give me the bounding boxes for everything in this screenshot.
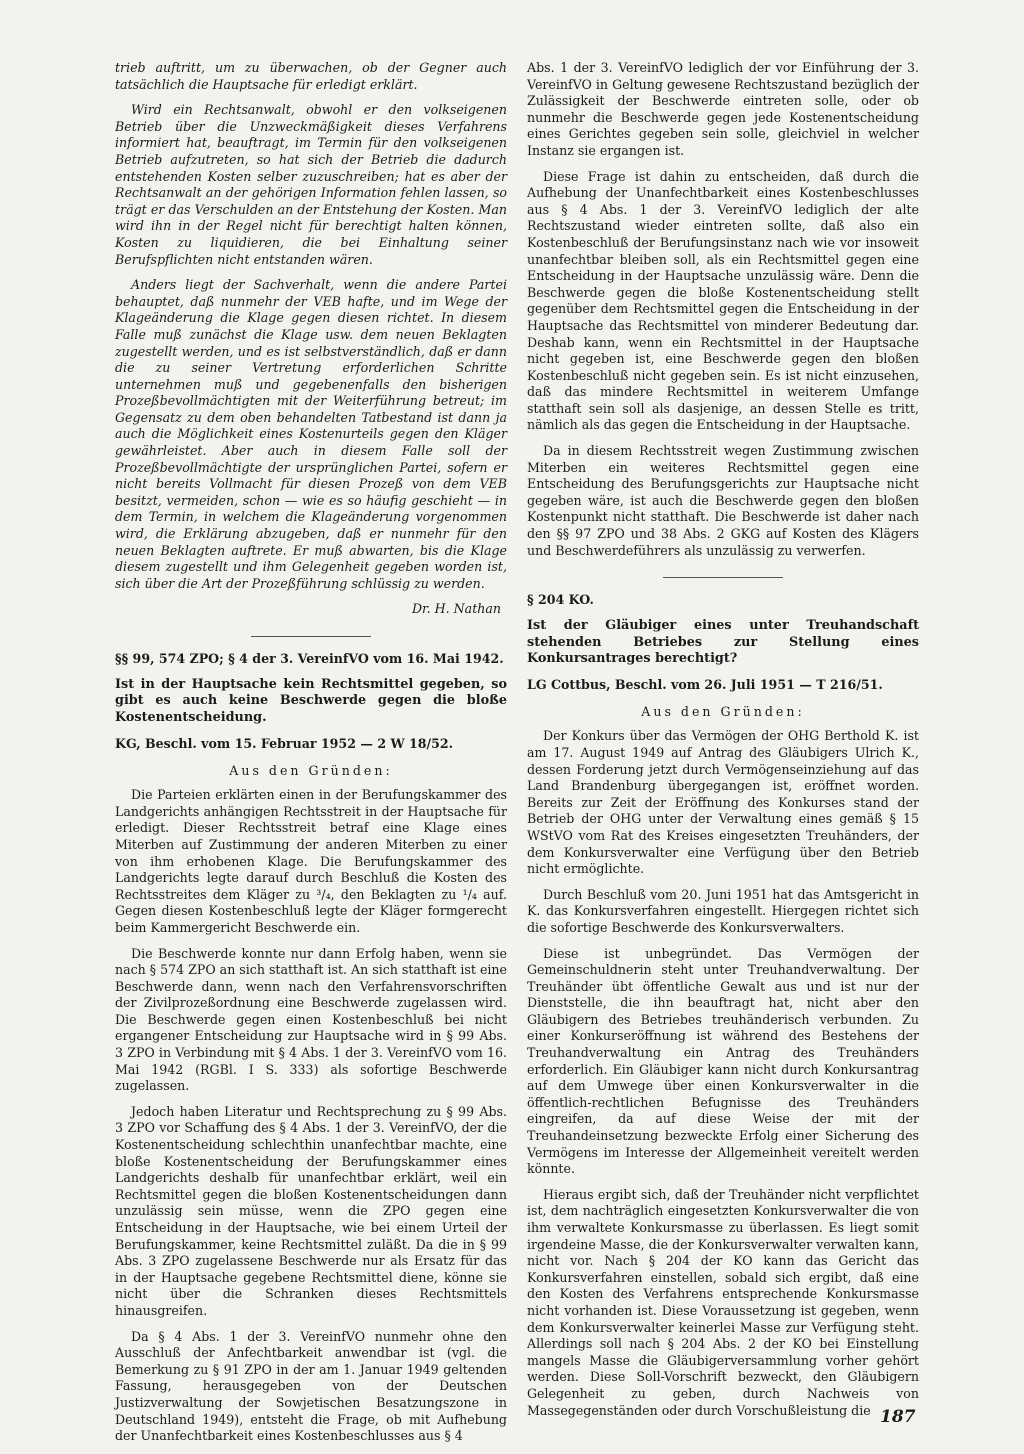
- headnote: Ist der Gläubiger eines unter Treuhandschaft stehenden Betriebes zur Stellung eines Konkursantrages berechtigt?: [527, 617, 919, 667]
- paragraph: Diese Frage ist dahin zu entscheiden, daß durch die Aufhebung der Unanfechtbarkeit eines Kostenbeschlusses aus § 4 Abs. 1 der 3. VereinfVO lediglich der alte Rechtszustand wieder eintreten sollte, daß also ein Kostenbeschluß der Berufungsinstanz nach wie vor insoweit unanfechtbar bleiben soll, als ein Rechtsmittel gegen eine Entscheidung in der Hauptsache unzulässig wäre. Denn die Beschwerde gegen die bloße Kostenentscheidung stellt gegenüber dem Rechtsmittel gegen die Entscheidung in der Hauptsache das Rechtsmittel von minderer Bedeutung dar. Deshab kann, wenn ein Rechtsmittel in der Hauptsache nicht gegeben ist, eine Beschwerde gegen den bloßen Kostenbeschluß nicht gegeben sein. Es ist nicht einzusehen, daß das mindere Rechtsmittel in weiterem Umfange statthaft sein soll als dasjenige, an dessen Stelle es tritt, nämlich als das gegen die Entscheidung in der Hauptsache.: [527, 168, 919, 433]
- paragraph: Die Beschwerde konnte nur dann Erfolg haben, wenn sie nach § 574 ZPO an sich statthaft ist. An sich statthaft ist eine Beschwerde dann, wenn nach den Verfahrensvorschriften der Zivilprozeßordnung eine Beschwerde zugelassen wird. Die Beschwerde gegen einen Kostenbeschluß bei nicht ergangener Entscheidung zur Hauptsache wird in § 99 Abs. 3 ZPO in Verbindung mit § 4 Abs. 1 der 3. VereinfVO vom 16. Mai 1942 (RGBl. I S. 333) als sofortige Beschwerde zugelassen.: [115, 945, 507, 1094]
- paragraph: Wird ein Rechtsanwalt, obwohl er den volkseigenen Betrieb über die Unzweckmäßigkeit dieses Verfahrens informiert hat, beauftragt, im Termin für den volkseigenen Betrieb aufzutreten, so hat sich der Betrieb die dadurch entstehenden Kosten selber zuzuschreiben; hat es aber der Rechtsanwalt an der gehörigen Information fehlen lassen, so trägt er das Verschulden an der Entstehung der Kosten. Man wird ihn in der Regel nicht für berechtigt halten können, Kosten zu liquidieren, die bei Einhaltung seiner Berufspflichten nicht entstanden wären.: [115, 102, 507, 267]
- paragraph: Der Konkurs über das Vermögen der OHG Berthold K. ist am 17. August 1949 auf Antrag des Gläubigers Ulrich K., dessen Forderung jetzt durch Vermögenseinziehung auf das Land Brandenburg übergegangen ist, eröffnet worden. Bereits zur Zeit der Eröffnung des Konkurses stand der Betrieb der OHG unter der Verwaltung eines gemäß § 15 WStVO vom Rat des Kreises eingesetzten Treuhänders, der dem Konkursverwalter eine Verfügung über den Betrieb nicht ermöglichte.: [527, 728, 919, 877]
- section-label: Aus den Gründen:: [229, 762, 393, 778]
- paragraph: trieb auftritt, um zu überwachen, ob der Gegner auch tatsächlich die Hauptsache für erledigt erklärt.: [115, 60, 507, 92]
- headnote: Ist in der Hauptsache kein Rechtsmittel gegeben, so gibt es auch keine Beschwerde gegen die bloße Kostenentscheidung.: [115, 676, 507, 726]
- paragraph: Diese ist unbegründet. Das Vermögen der Gemeinschuldnerin steht unter Treuhandverwaltung. Der Treuhänder übt öffentliche Gewalt aus und ist nur der Dienststelle, die ihn beauftragt hat, nicht aber den Gläubigern des Betriebes treuhänderisch verbunden. Zu einer Konkurseröffnung ist während des Bestehens der Treuhandverwaltung ein Antrag des Treuhänders erforderlich. Ein Gläubiger kann nicht durch Konkursantrag auf dem Umwege über einen Konkursverwalter in die öffentlich-rechtlichen Befugnisse des Treuhänders eingreifen, da auf diese Weise der mit der Treuhandeinsetzung bezweckte Erfolg einer Sicherung des Vermögens im Interesse der Allgemeinheit vereitelt werden könnte.: [527, 945, 919, 1177]
- paragraph: Da in diesem Rechtsstreit wegen Zustimmung zwischen Miterben ein weiteres Rechtsmittel gegen eine Entscheidung des Berufungsgerichts zur Hauptsache nicht gegeben wäre, ist auch die Beschwerde gegen den bloßen Kostenpunkt nicht statthaft. Die Beschwerde ist daher nach den §§ 97 ZPO und 38 Abs. 2 GKG auf Kosten des Klägers und Beschwerdeführers als unzulässig zu verwerfen.: [527, 443, 919, 558]
- law-reference: § 204 KO.: [527, 592, 594, 608]
- paragraph: Hieraus ergibt sich, daß der Treuhänder nicht verpflichtet ist, dem nachträglich eingesetzten Konkursverwalter die von ihm verwaltete Konkursmasse zu überlassen. Es liegt somit irgendeine Masse, die der Konkursverwalter verwalten kann, nicht vor. Nach § 204 der KO kann das Gericht das Konkursverfahren einstellen, sobald sich ergibt, daß eine den Kosten des Verfahrens entsprechende Konkursmasse nicht vorhanden ist. Diese Voraussetzung ist gegeben, wenn dem Konkursverwalter keinerlei Masse zur Verfügung steht. Allerdings soll nach § 204 Abs. 2 der KO bei Einstellung mangels Masse die Gläubigerversammlung vorher gehört werden. Diese Soll-Vorschrift bezweckt, den Gläubigern Gelegenheit zu geben, durch Nachweis von Massegegenständen oder durch Vorschußleistung die: [527, 1186, 919, 1418]
- section-label: Aus den Gründen:: [641, 703, 805, 719]
- paragraph: Da § 4 Abs. 1 der 3. VereinfVO nunmehr ohne den Ausschluß der Anfechtbarkeit anwendbar ist (vgl. die Bemerkung zu § 91 ZPO in der am 1. Januar 1949 geltenden Fassung, herausgegeben von der Deutschen Justizverwaltung der Sowjetischen Besatzungszone in Deutschland 1949), entsteht die Frage, ob mit Aufhebung der Unanfechtbarkeit eines Kostenbeschlusses aus § 4: [115, 1328, 507, 1444]
- paragraph: Die Parteien erklärten einen in der Berufungskammer des Landgerichts anhängigen Rechtsstreit in der Hauptsache für erledigt. Dieser Rechtsstreit betraf eine Klage eines Miterben auf Zustimmung der anderen Miterben zu einer von ihm erhobenen Klage. Die Berufungskammer des Landgerichts legte darauf durch Beschluß die Kosten des Rechtsstreites dem Kläger zu ³/₄, den Beklagten zu ¹/₄ auf. Gegen diesen Kostenbeschluß legte der Kläger formgerecht beim Kammergericht Beschwerde ein.: [115, 787, 507, 935]
- author-signature: Dr. H. Nathan: [411, 601, 501, 617]
- page-number: 187: [880, 1407, 916, 1427]
- paragraph: Jedoch haben Literatur und Rechtsprechung zu § 99 Abs. 3 ZPO vor Schaffung des § 4 Abs. 1 der 3. VereinfVO, der die Kostenentscheidung schlechthin unanfechtbar machte, eine bloße Kostenentscheidung der Berufungskammer eines Landgerichts deshalb für unanfechtbar erklärt, weil ein Rechtsmittel gegen die bloßen Kostenentscheidungen dann unzulässig sein müsse, wenn die ZPO gegen eine Entscheidung in der Hauptsache, wie bei einem Urteil der Berufungskammer, keine Rechtsmittel zuläßt. Da die in § 99 Abs. 3 ZPO zugelassene Beschwerde nur als Ersatz für das in der Hauptsache gegebene Rechtsmittel diene, könne sie nicht über die Schranken dieses Rechtsmittels hinausgreifen.: [115, 1103, 507, 1318]
- law-reference: §§ 99, 574 ZPO; § 4 der 3. VereinfVO vom 16. Mai 1942.: [115, 651, 504, 666]
- right-column: [527, 60, 919, 1428]
- paragraph: Abs. 1 der 3. VereinfVO lediglich der vor Einführung der 3. VereinfVO in Geltung gewesene Rechtszustand bezüglich der Zulässigkeit der Beschwerde eintreten solle, oder ob nunmehr die Beschwerde gegen jede Kostenentscheidung eines Gerichtes gegeben sein solle, gleichviel in welcher Instanz sie ergangen ist.: [527, 60, 919, 158]
- left-column: [115, 60, 507, 1454]
- section-divider: [251, 636, 371, 637]
- section-divider: [663, 577, 783, 578]
- paragraph: Durch Beschluß vom 20. Juni 1951 hat das Amtsgericht in K. das Konkursverfahren eingestellt. Hiergegen richtet sich die sofortige Beschwerde des Konkursverwalters.: [527, 886, 919, 935]
- paragraph: Anders liegt der Sachverhalt, wenn die andere Partei behauptet, daß nunmehr der VEB hafte, und im Wege der Klageänderung die Klage gegen diesen richtet. In diesem Falle muß zunächst die Klage usw. dem neuen Beklagten zugestellt werden, und es ist selbstverständlich, daß er dann die zu seiner Vertretung erforderlichen Schritte unternehmen muß und gegebenenfalls den bisherigen Prozeßbevollmächtigten mit der Weiterführung betreut; im Gegensatz zu dem oben behandelten Tatbestand ist dann ja auch die Möglichkeit eines Kostenurteils gegen den Kläger gewährleistet. Aber auch in diesem Falle soll der Prozeßbevollmächtigte der ursprünglichen Partei, sofern er nicht bereits Vollmacht für diesen Prozeß von dem VEB besitzt, vermeiden, schon — wie es so häufig geschieht — in dem Termin, in welchem die Klageänderung vorgenommen wird, die Erklärung abzugeben, daß er nunmehr für den neuen Beklagten auftrete. Er muß abwarten, bis die Klage diesem zugestellt und ihm Gelegenheit gegeben worden ist, sich über die Art der Prozeßführung schlüssig zu werden.: [115, 277, 507, 591]
- court-citation: LG Cottbus, Beschl. vom 26. Juli 1951 — T 216/51.: [527, 677, 883, 693]
- court-citation: KG, Beschl. vom 15. Februar 1952 — 2 W 18/52.: [115, 735, 454, 751]
